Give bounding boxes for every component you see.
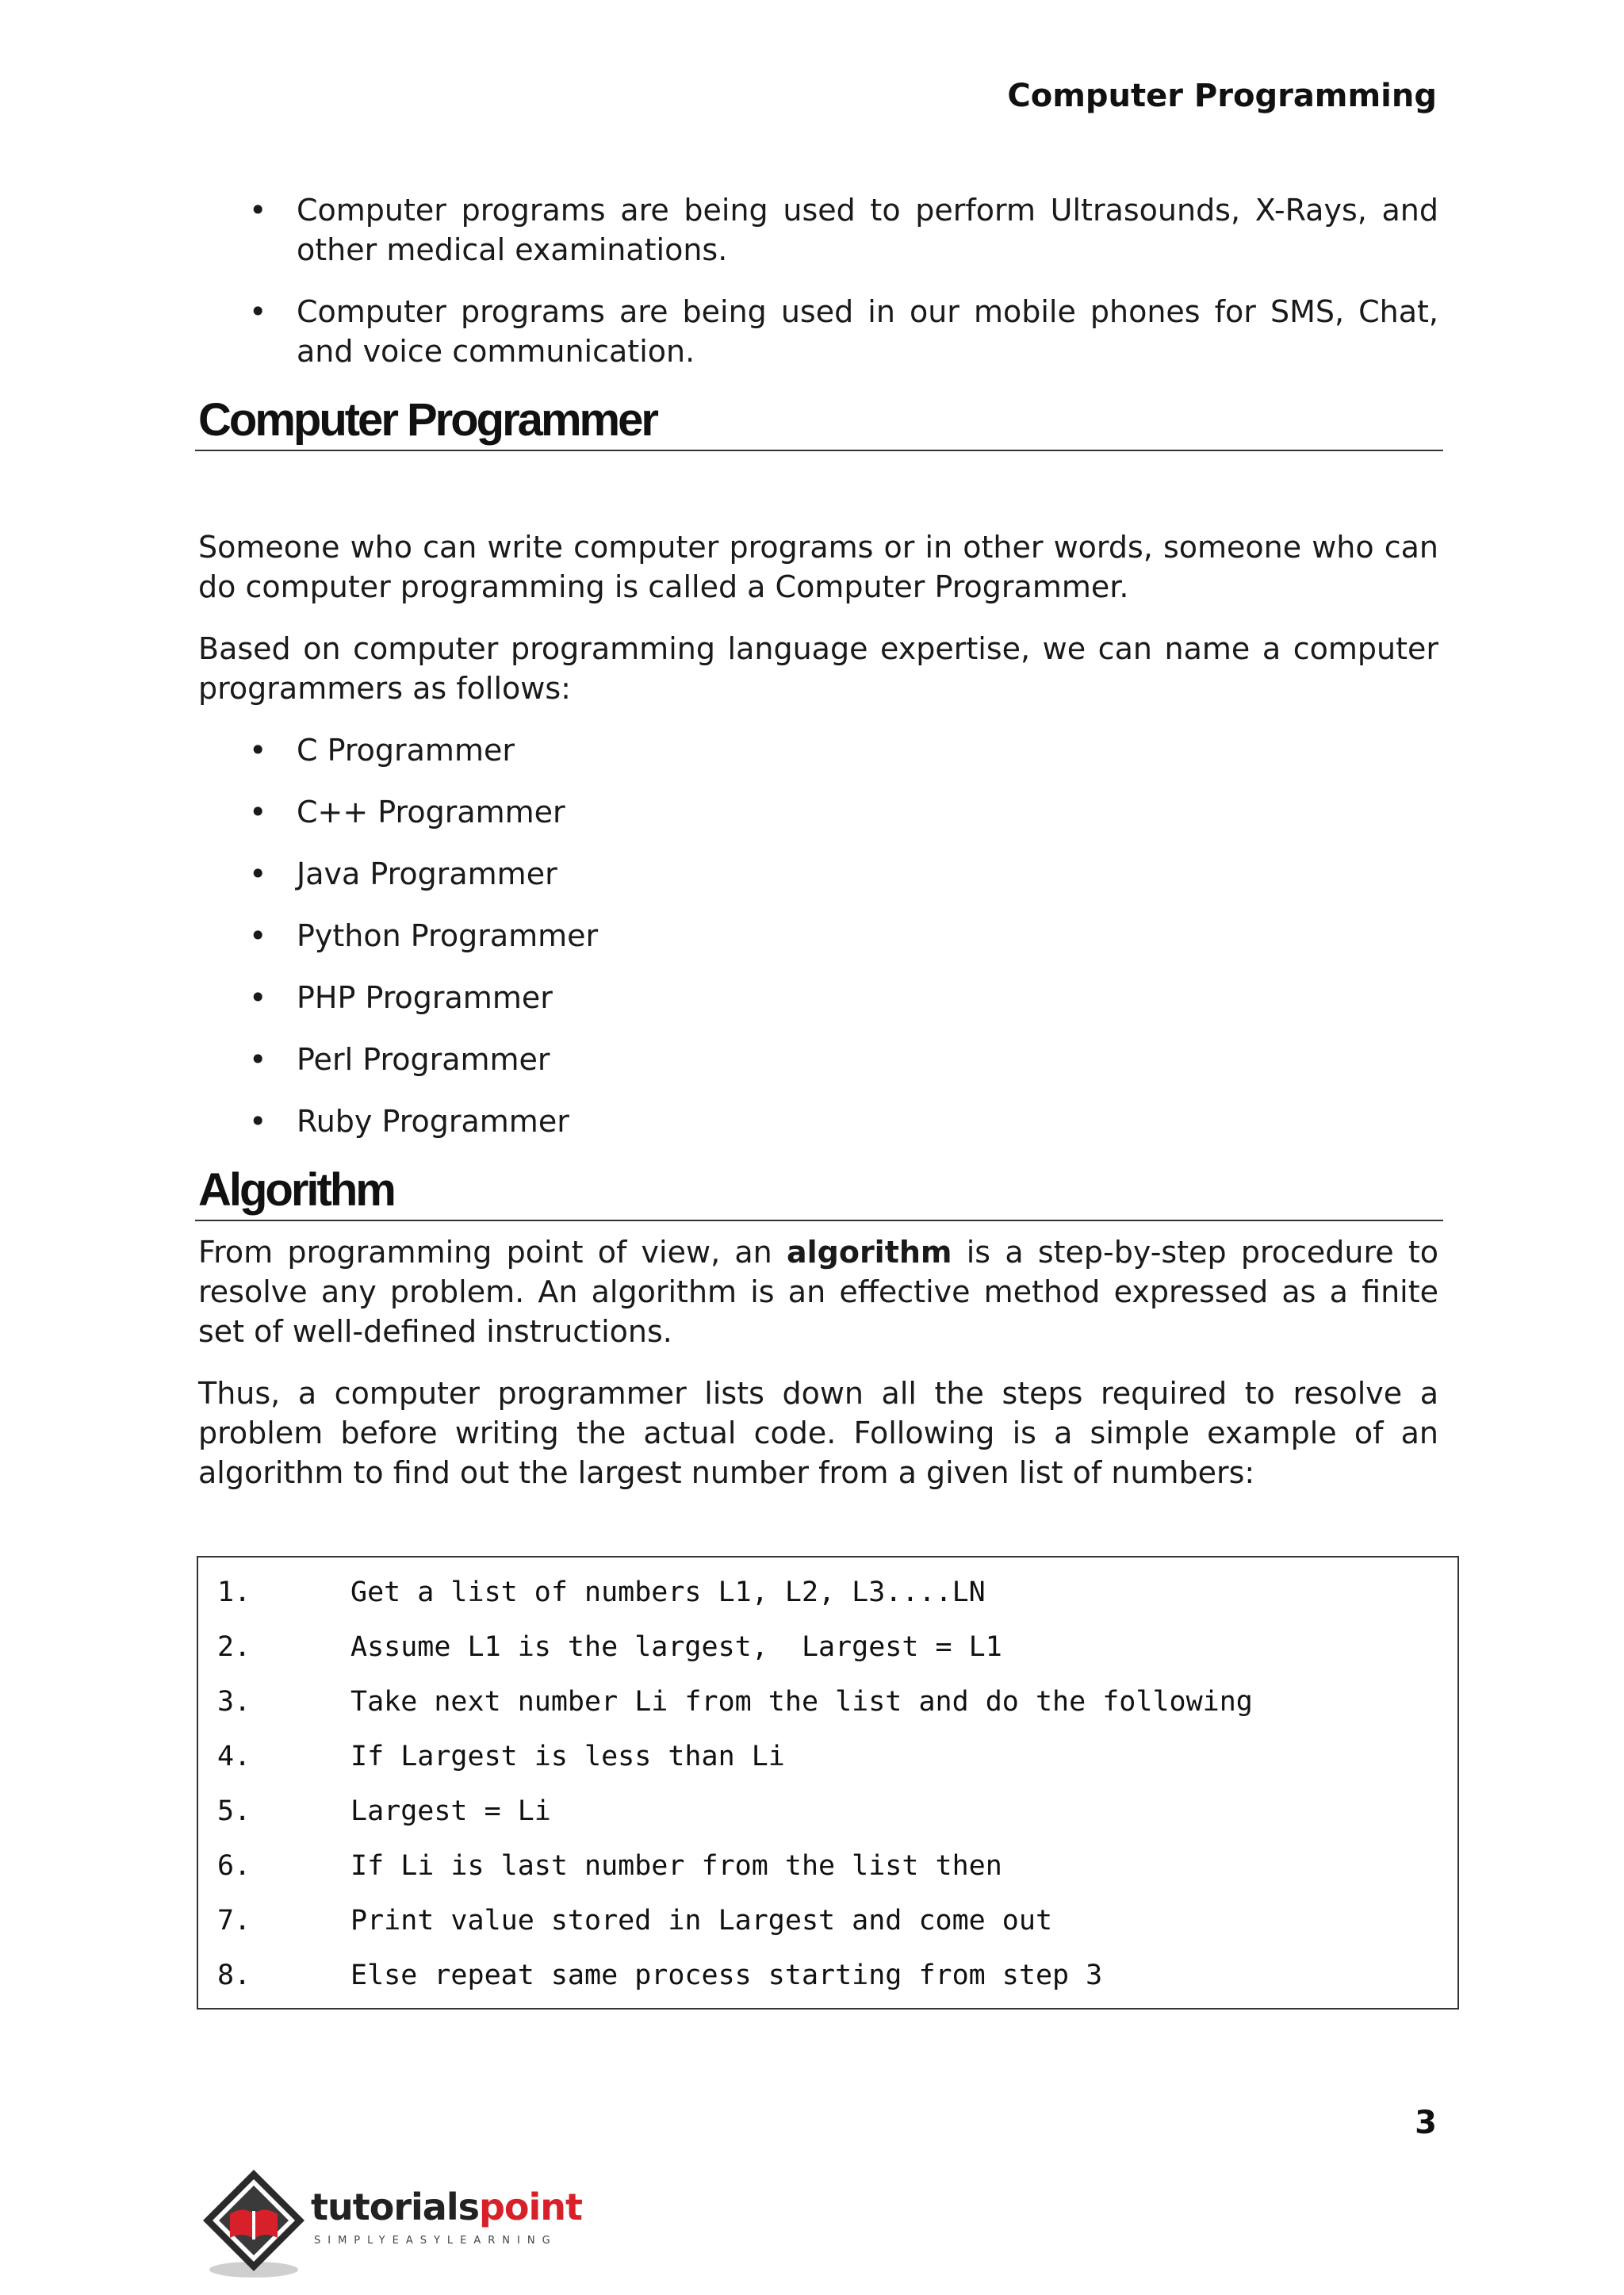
list-item: • Computer programs are being used in our mobile phones for SMS, Chat, and voice communication. bbox=[198, 292, 1438, 371]
section-heading-programmer: Computer Programmer bbox=[195, 393, 1443, 451]
bullet-icon: • bbox=[249, 795, 267, 829]
algorithm-paragraph-1: From programming point of view, an algorithm is a step-by-step procedure to resolve any problem. An algorithm is an effective method expressed as a finite set of well-defined instructions. bbox=[198, 1235, 1438, 1349]
list-item: • Python Programmer bbox=[198, 916, 1438, 956]
bullet-icon: • bbox=[249, 294, 267, 329]
logo-wordmark: tutorialspoint bbox=[311, 2186, 583, 2228]
code-line: 5. Largest = Li bbox=[217, 1795, 551, 1827]
code-line: 3. Take next number Li from the list and do the following bbox=[217, 1686, 1253, 1718]
running-header: Computer Programming bbox=[1007, 78, 1437, 114]
bullet-icon: • bbox=[249, 1042, 267, 1077]
tutorialspoint-logo bbox=[198, 2165, 595, 2284]
bullet-icon: • bbox=[249, 733, 267, 768]
intro-bullet-list bbox=[198, 190, 1438, 371]
list-item: • Computer programs are being used to perform Ultrasounds, X-Rays, and other medical examinations. bbox=[198, 190, 1438, 270]
list-item: • C Programmer bbox=[198, 730, 1438, 770]
page-number: 3 bbox=[1415, 2105, 1437, 2141]
list-item: • C++ Programmer bbox=[198, 792, 1438, 832]
code-line: 6. If Li is last number from the list then bbox=[217, 1850, 1002, 1882]
algorithm-paragraph-2: Thus, a computer programmer lists down all the steps required to resolve a problem before writing the actual code. Following is a simple example of an algorithm to find out the largest number from a given list of numbers: bbox=[198, 1376, 1438, 1490]
page-content bbox=[198, 190, 1438, 1515]
programmer-paragraph-2: Based on computer programming language expertise, we can name a computer programmers as follows: bbox=[198, 631, 1438, 706]
programmer-paragraph-1: Someone who can write computer programs or in other words, someone who can do computer programming is called a Computer Programmer. bbox=[198, 530, 1438, 604]
algorithm-term: algorithm bbox=[786, 1235, 952, 1270]
list-item: • Ruby Programmer bbox=[198, 1102, 1438, 1141]
bullet-icon: • bbox=[249, 918, 267, 953]
code-line: 7. Print value stored in Largest and come out bbox=[217, 1905, 1053, 1937]
bullet-icon: • bbox=[249, 193, 267, 228]
list-item: • Java Programmer bbox=[198, 854, 1438, 894]
programmer-types-list bbox=[198, 730, 1438, 1141]
book-diamond-icon bbox=[198, 2165, 309, 2284]
bullet-icon: • bbox=[249, 1104, 267, 1139]
code-line: 8. Else repeat same process starting from step 3 bbox=[217, 1960, 1103, 1991]
list-item: • PHP Programmer bbox=[198, 978, 1438, 1017]
bullet-icon: • bbox=[249, 980, 267, 1015]
code-line: 2. Assume L1 is the largest, Largest = L1 bbox=[217, 1631, 1002, 1663]
list-item: • Perl Programmer bbox=[198, 1040, 1438, 1079]
algorithm-code-box bbox=[197, 1556, 1459, 2010]
logo-tagline: SIMPLYEASYLEARNING bbox=[314, 2235, 557, 2247]
code-line: 4. If Largest is less than Li bbox=[217, 1741, 785, 1772]
code-line: 1. Get a list of numbers L1, L2, L3....LN bbox=[217, 1577, 986, 1608]
bullet-icon: • bbox=[249, 856, 267, 891]
section-heading-algorithm: Algorithm bbox=[195, 1163, 1443, 1221]
